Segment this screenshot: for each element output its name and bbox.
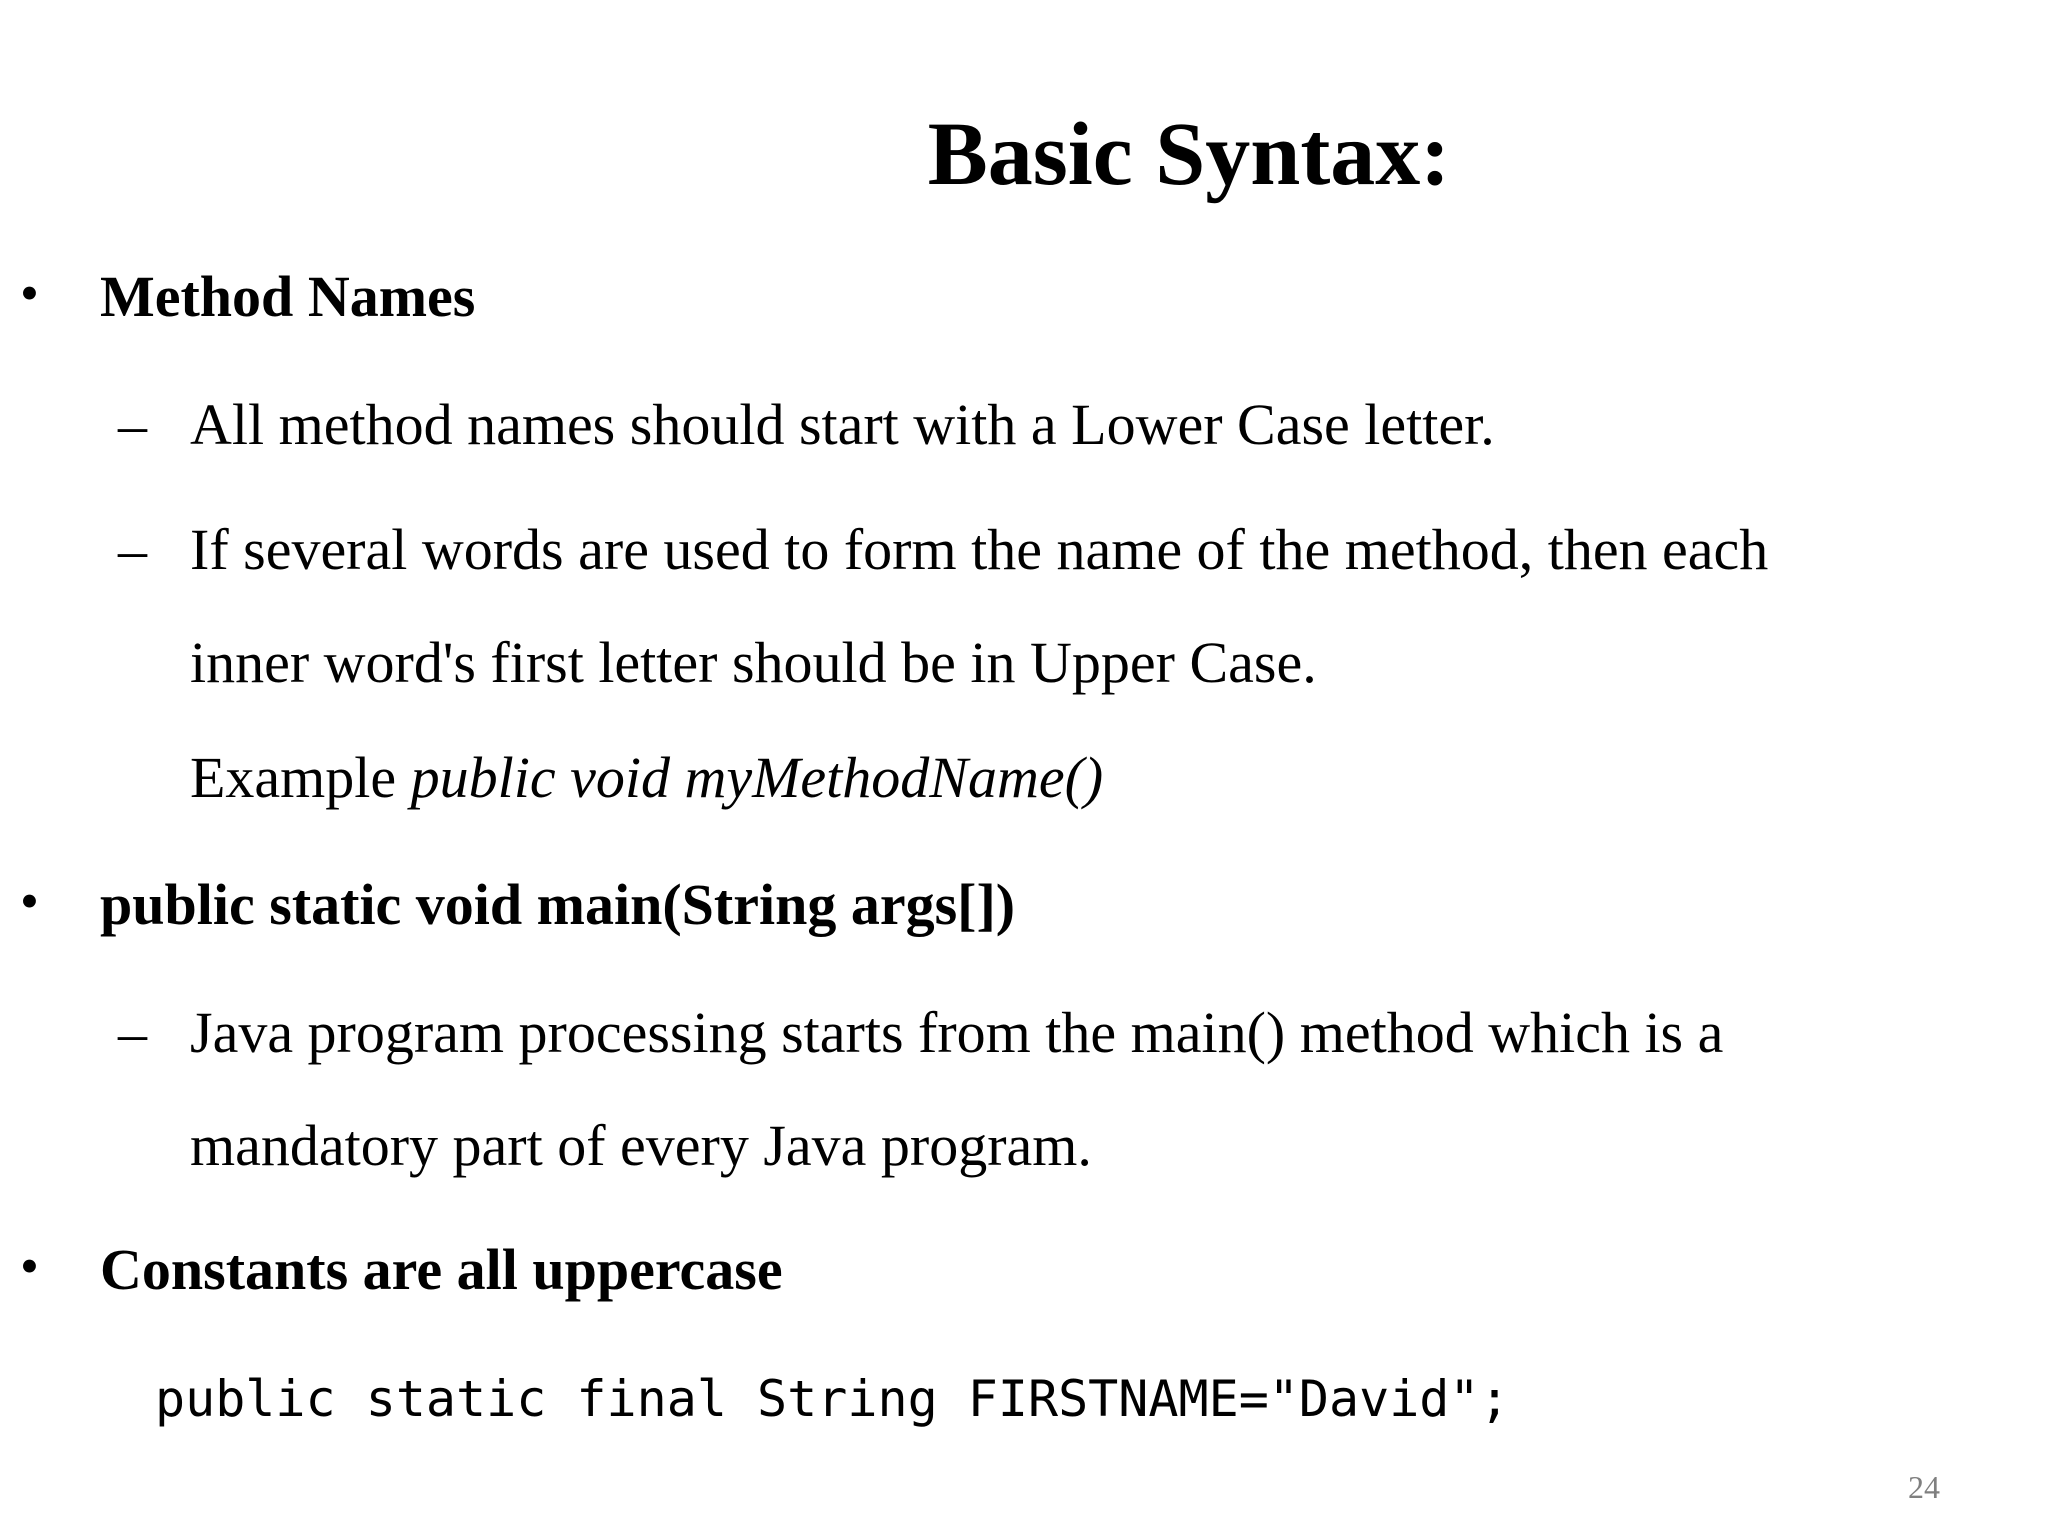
- point-lowercase-start: All method names should start with a Lower Case letter.: [190, 392, 1495, 457]
- bullet-icon: •: [20, 871, 39, 931]
- section-heading-main-method: public static void main(String args[]): [100, 872, 1016, 937]
- dash-icon: –: [118, 517, 147, 582]
- point-camel-case-line-2: inner word's first letter should be in Upper Case.: [190, 630, 1317, 695]
- example-label: Example: [190, 745, 411, 810]
- section-heading-constants: Constants are all uppercase: [100, 1237, 783, 1302]
- section-heading-method-names: Method Names: [100, 264, 476, 329]
- slide-title: Basic Syntax:: [927, 105, 1451, 204]
- point-main-line-1: Java program processing starts from the main() method which is a: [190, 1000, 1724, 1065]
- bullet-icon: •: [20, 1236, 39, 1296]
- dash-icon: –: [118, 1000, 147, 1065]
- example-line: [190, 743, 1103, 813]
- point-main-line-2: mandatory part of every Java program.: [190, 1113, 1092, 1178]
- example-code: public void myMethodName(): [410, 745, 1104, 810]
- dash-icon: –: [118, 392, 147, 457]
- page-number: 24: [1908, 1469, 1940, 1505]
- bullet-icon: •: [20, 263, 39, 323]
- point-camel-case-line-1: If several words are used to form the name of the method, then each: [190, 517, 1769, 582]
- constant-code-example: public static final String FIRSTNAME="David";: [155, 1370, 1510, 1428]
